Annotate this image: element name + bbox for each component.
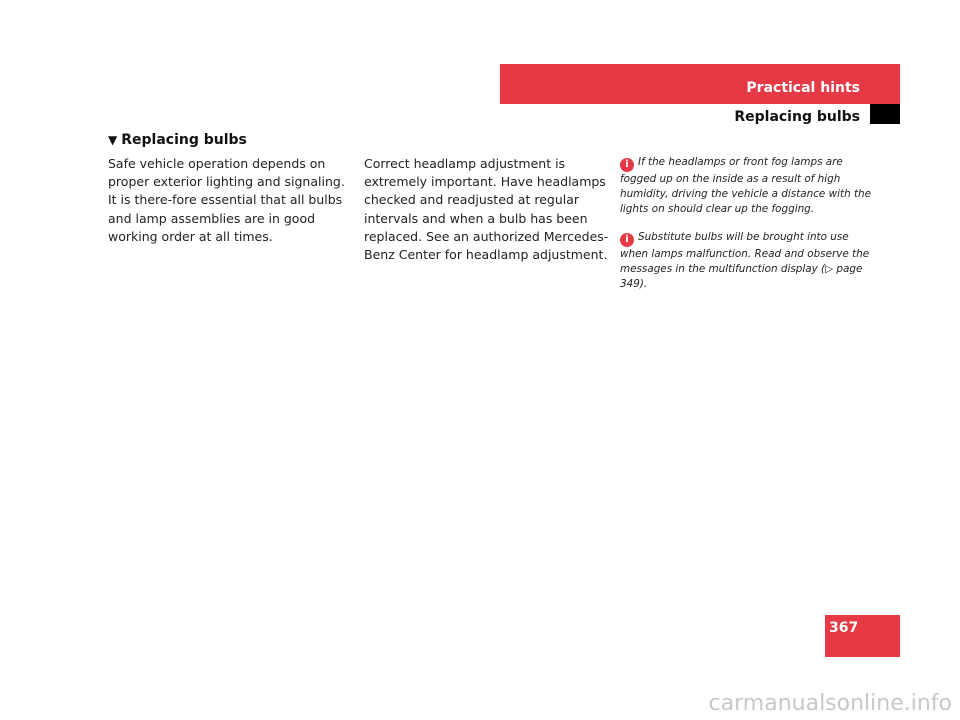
header-bar <box>500 64 900 104</box>
watermark: carmanualsonline.info <box>708 691 952 716</box>
triangle-bullet-icon: ▼ <box>108 133 118 147</box>
info-icon: i <box>620 233 634 247</box>
section-title: Replacing bulbs <box>734 109 860 125</box>
info-icon: i <box>620 158 634 172</box>
section-tab-marker <box>870 104 900 124</box>
page-heading-text: Replacing bulbs <box>121 132 247 148</box>
info-note <box>620 230 880 292</box>
body-column-1: Safe vehicle operation depends on proper exterior lighting and signaling. It is there-fore essential that all bulbs and lamp assemblies are in good working order at all times. <box>108 156 345 244</box>
info-note-text: If the headlamps or front fog lamps are fogged up on the inside as a result of high humidity, driving the vehicle a distance with the lights on should clear up the fogging. <box>620 156 872 215</box>
page-heading <box>108 132 247 148</box>
page-number: 367 <box>829 620 859 636</box>
info-note-text: Substitute bulbs will be brought into use when lamps malfunction. Read and observe the messages in the multifunction display (▷ page 349). <box>620 231 870 290</box>
chapter-title: Practical hints <box>746 80 860 96</box>
body-column-2: Correct headlamp adjustment is extremely important. Have headlamps checked and readjusted at regular intervals and when a bulb has been replaced. See an authorized Mercedes-Benz Center for headlamp adjustment. <box>364 156 609 263</box>
notes-column <box>620 155 880 305</box>
page-number-box <box>825 615 900 657</box>
info-note <box>620 155 880 217</box>
